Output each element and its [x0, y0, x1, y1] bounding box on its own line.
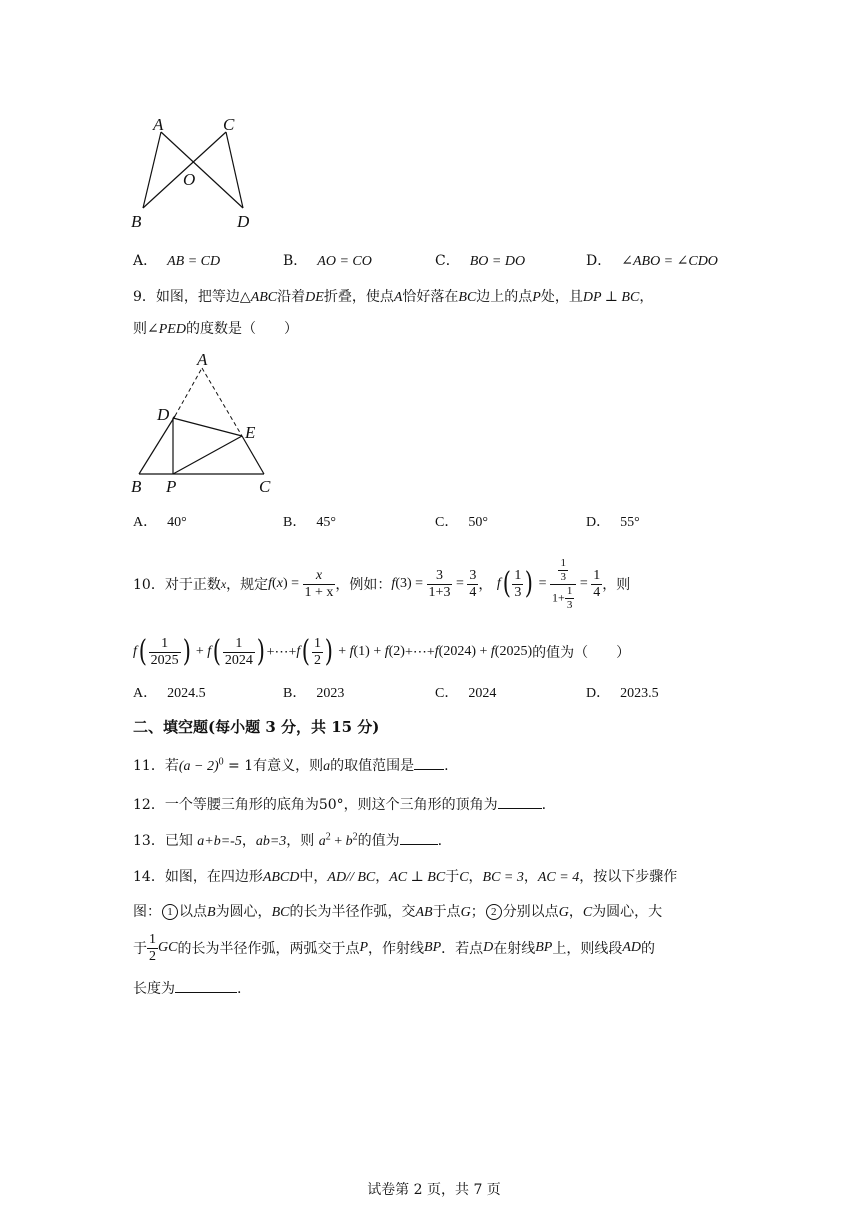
- text: 的长为半径作弧，交: [289, 904, 416, 920]
- numerator: 1: [566, 584, 573, 597]
- option-text: 55°: [620, 515, 640, 530]
- text: ，则: [286, 833, 319, 849]
- text: 的值为: [357, 833, 400, 849]
- text: 在射线: [493, 941, 536, 957]
- q10-ex2-arg: [512, 569, 523, 600]
- q11: [133, 755, 449, 775]
- q8-figure: [125, 112, 265, 232]
- math: (a − 2): [178, 759, 219, 774]
- option-text: AO = CO: [317, 254, 372, 269]
- q8-seg-AD: [161, 132, 243, 208]
- q8-options: [0, 250, 868, 272]
- question-number: 11．: [133, 758, 165, 774]
- q9-line-1: [133, 286, 653, 306]
- q13: 13．已知 a+b=-5，ab=3，则 $a^2 + b^2$的值为 .: [133, 831, 443, 849]
- text: 中，: [299, 869, 328, 885]
- q8-label-A: A: [153, 115, 164, 134]
- math: P: [359, 940, 369, 955]
- q8-label-D: D: [237, 212, 250, 231]
- denominator: 4: [593, 584, 601, 600]
- math: 2024: [443, 644, 472, 659]
- math: 2025: [499, 644, 528, 659]
- q10-line-2: f ( $\frac{1}{2025}$ ) + f ( $\frac{1}{2024}$ ) +⋯+ f ( $\frac{1}{2}$ ) + f ( 1 ) + f ( 2 ) +⋯+ f ( 2024 ) + f ( 2025 ) 的值为（ ）: [133, 634, 631, 669]
- text: 的值为（ ）: [532, 645, 631, 661]
- math: B: [207, 905, 216, 920]
- text: .: [437, 833, 443, 849]
- q10-option-a[interactable]: [133, 682, 206, 702]
- numerator: 1: [514, 567, 522, 583]
- text: 则∠: [133, 321, 159, 337]
- option-letter: B．: [283, 515, 307, 530]
- q8-label-O: O: [183, 170, 196, 189]
- numerator: 1: [593, 567, 601, 583]
- text: 的: [641, 941, 656, 957]
- math: f: [133, 644, 137, 659]
- option-text: 2024: [468, 686, 497, 701]
- option-text: 40°: [167, 515, 187, 530]
- text: 折叠，使点: [323, 289, 394, 305]
- q9-seg-PE: [173, 436, 242, 474]
- q10-options: [0, 682, 868, 704]
- option-text: ∠ABO = ∠CDO: [621, 254, 718, 269]
- text: .: [541, 797, 547, 813]
- q8-option-a[interactable]: [133, 250, 220, 270]
- math: 1: [358, 644, 366, 659]
- text: ，按以下步骤作: [579, 869, 678, 885]
- q14-line-4: [133, 978, 241, 998]
- numerator: 1: [223, 637, 255, 653]
- option-letter: C．: [435, 686, 459, 701]
- math: x: [220, 576, 227, 591]
- math: AD: [622, 940, 642, 955]
- text: ，: [568, 904, 583, 920]
- question-number: 12．: [133, 797, 165, 813]
- q14-line-1: [133, 866, 677, 886]
- denominator: 3: [566, 598, 573, 611]
- denominator: 4: [469, 584, 477, 600]
- q9-option-b[interactable]: [283, 511, 336, 531]
- q9-label-C: C: [259, 477, 271, 496]
- math: DE: [305, 290, 324, 305]
- math: ABC: [250, 290, 278, 305]
- text: 恰好落在: [402, 289, 459, 305]
- option-letter: C．: [435, 515, 459, 530]
- math: f: [391, 576, 396, 591]
- math: f: [296, 644, 301, 659]
- q10-line-1: 10． 对于正数 x ，规定 f ( x ) = $\frac{x}{1 + x}$ ，例如： f ( 3 ) = $\frac{3}{1+3}$ = $\frac{3}{4}$ ， f ( $\frac{1}{3}$ ) = $\frac{1}{3}$ 1+ $\frac{1}{3}$ = $\frac{1}{4}$ ，则: [133, 556, 631, 611]
- math: BC: [271, 905, 290, 920]
- numerator: 3: [469, 567, 477, 583]
- text: ，作射线: [368, 941, 425, 957]
- q9-line-2: [133, 318, 298, 338]
- circled-number-1: 1: [162, 904, 178, 920]
- q8-option-d[interactable]: [586, 250, 718, 270]
- q8-label-B: B: [131, 212, 142, 231]
- option-text: 45°: [316, 515, 336, 530]
- q14-line-3: [133, 930, 655, 966]
- denominator: 1+3: [428, 584, 451, 600]
- numerator: x: [303, 569, 336, 585]
- q9-seg-DE: [173, 418, 242, 436]
- denominator: 3: [514, 584, 522, 600]
- numerator: 1: [149, 931, 156, 947]
- text: 为圆心，大: [592, 904, 663, 920]
- option-letter: B．: [283, 686, 307, 701]
- text: 如图，在四边形: [164, 869, 263, 885]
- option-letter: A．: [133, 686, 158, 701]
- math: PED: [158, 322, 186, 337]
- term-1-2024: [223, 637, 255, 668]
- option-text: 2023: [316, 686, 345, 701]
- text: ，: [375, 869, 390, 885]
- text: 分别以点: [502, 904, 559, 920]
- text: ，: [523, 869, 538, 885]
- math: P: [532, 290, 541, 305]
- math: a: [323, 759, 331, 774]
- text: 为圆心，: [215, 904, 272, 920]
- math: C: [582, 905, 593, 920]
- option-text: 2023.5: [620, 686, 659, 701]
- text: 已知: [164, 833, 198, 849]
- q14-line-2: [133, 901, 662, 921]
- q8-seg-AB: [143, 132, 161, 208]
- q8-option-c[interactable]: [435, 250, 525, 270]
- option-letter: A．: [133, 515, 158, 530]
- math: BP: [535, 940, 553, 955]
- math: 3: [399, 576, 407, 591]
- text: 于点: [432, 904, 461, 920]
- text: 的长为半径作弧，两弧交于点: [177, 941, 360, 957]
- q9-dash-DA: [175, 368, 202, 416]
- q10-ex1-fraction: [427, 569, 453, 600]
- answer-blank[interactable]: [498, 796, 542, 809]
- math: a+b=-5: [197, 834, 242, 849]
- q9-label-E: E: [245, 423, 256, 442]
- math: 2: [393, 644, 401, 659]
- math: GC: [158, 940, 178, 955]
- math: x: [276, 576, 283, 591]
- math: f: [349, 644, 354, 659]
- one: 1: [552, 589, 559, 604]
- option-letter: D．: [586, 686, 611, 701]
- q9-option-a[interactable]: [133, 511, 187, 531]
- q8-option-b[interactable]: [283, 250, 372, 270]
- text: 图：: [133, 904, 161, 920]
- text: 一个等腰三角形的底角为50°，则这个三角形的顶角为: [164, 797, 498, 813]
- ellipsis: +⋯+: [404, 644, 435, 660]
- math: AC = 4: [537, 870, 580, 885]
- exponent: 0: [218, 756, 224, 768]
- text: 于: [133, 941, 147, 957]
- denominator: 2: [149, 948, 156, 964]
- math: A: [393, 290, 403, 305]
- q9-label-B: B: [131, 477, 142, 496]
- q8-label-C: C: [223, 115, 235, 134]
- math: G: [460, 905, 471, 920]
- q10-ex2-complex-fraction: [550, 558, 576, 611]
- ellipsis: +⋯+: [266, 644, 297, 660]
- math: f: [490, 644, 495, 659]
- option-letter: D．: [586, 515, 611, 530]
- text: ；: [470, 904, 485, 920]
- section-2-heading: 二、填空题(每小题 3 分，共 15 分): [133, 718, 380, 736]
- denominator: 2025: [150, 652, 179, 668]
- text: ，: [241, 833, 256, 849]
- page-footer: 试卷第 2 页，共 7 页: [367, 1182, 501, 1198]
- denominator: 3: [560, 570, 566, 583]
- math: f: [384, 644, 389, 659]
- text: .: [444, 758, 449, 774]
- question-number: 9．: [133, 289, 156, 305]
- math: C: [459, 870, 469, 885]
- denominator: 1 + x: [304, 584, 334, 600]
- option-letter: A．: [133, 253, 158, 269]
- text: 处，且: [540, 289, 583, 305]
- option-letter: C．: [435, 253, 460, 269]
- text: ，: [468, 869, 483, 885]
- math: BC = 3: [482, 870, 524, 885]
- q9-seg-BD: [139, 416, 175, 474]
- math: a: [318, 834, 326, 849]
- text: ．若点: [441, 941, 484, 957]
- q9-option-c[interactable]: [435, 511, 488, 531]
- denominator: 1+ $\frac{1}{3}$: [552, 584, 573, 611]
- q10-option-b[interactable]: [283, 682, 344, 702]
- option-text: AB = CD: [167, 254, 221, 269]
- math: BP: [424, 940, 442, 955]
- half-fraction: [147, 933, 158, 964]
- math: DP ⊥ BC: [582, 290, 640, 305]
- math: b: [345, 834, 353, 849]
- math: AD// BC: [327, 870, 376, 885]
- text: 上，则线段: [552, 941, 623, 957]
- text: 对于正数: [164, 577, 221, 593]
- q9-options: [0, 511, 868, 533]
- option-letter: B．: [283, 253, 308, 269]
- denominator: 2: [313, 652, 321, 668]
- numerator: 1: [313, 635, 321, 651]
- question-number: 14．: [133, 869, 165, 885]
- q10-ex2-result: [591, 569, 602, 600]
- answer-blank[interactable]: [414, 757, 444, 770]
- numerator: [550, 558, 576, 585]
- option-text: 50°: [468, 515, 488, 530]
- q10-def-fraction: [303, 569, 336, 600]
- answer-blank[interactable]: [400, 832, 438, 845]
- text: ，: [639, 289, 654, 305]
- text: ，则: [602, 577, 631, 593]
- text: 沿着: [277, 289, 306, 305]
- math: G: [558, 905, 569, 920]
- answer-blank[interactable]: [175, 980, 237, 993]
- text: 长度为: [133, 981, 175, 997]
- question-number: 10．: [133, 577, 165, 593]
- q10-option-d[interactable]: [586, 682, 659, 702]
- math: f: [496, 576, 501, 591]
- numerator: 1: [560, 556, 566, 569]
- q9-option-d[interactable]: [586, 511, 640, 531]
- text: 如图，把等边△: [155, 289, 251, 305]
- text: 若: [164, 758, 179, 774]
- q9-label-A: A: [197, 350, 208, 369]
- text: 边上的点: [476, 289, 533, 305]
- math: f: [434, 644, 439, 659]
- text: 的取值范围是: [330, 758, 415, 774]
- q8-seg-CD: [226, 132, 243, 208]
- q10-ex1-result: [467, 569, 478, 600]
- math: f: [207, 644, 212, 659]
- text: +: [330, 834, 346, 849]
- q9-label-P: P: [166, 477, 177, 496]
- text: .: [237, 981, 242, 997]
- term-1-2: [312, 637, 323, 668]
- question-number: 13．: [133, 833, 165, 849]
- text: 的度数是（ ）: [185, 321, 298, 337]
- option-text: 2024.5: [167, 686, 206, 701]
- q9-figure: [125, 348, 280, 498]
- text: 以点: [179, 904, 207, 920]
- math: BC: [458, 290, 477, 305]
- text: 于: [445, 869, 460, 885]
- option-letter: D．: [586, 253, 612, 269]
- math: AC ⊥ BC: [389, 870, 446, 885]
- text: ，例如：: [335, 577, 392, 593]
- q10-option-c[interactable]: [435, 682, 496, 702]
- math: f: [268, 576, 273, 591]
- numerator: 1: [149, 637, 181, 653]
- denominator: 2024: [224, 652, 253, 668]
- math: ab=3: [255, 834, 287, 849]
- numerator: 3: [427, 569, 453, 585]
- circled-number-2: 2: [486, 904, 502, 920]
- math: D: [483, 940, 494, 955]
- q9-seg-D-top: [173, 416, 175, 418]
- math: AB: [415, 905, 433, 920]
- text: = 1有意义，则: [223, 758, 324, 774]
- text: ，规定: [226, 577, 269, 593]
- q12: [133, 794, 546, 814]
- q9-label-D: D: [157, 405, 170, 424]
- option-text: BO = DO: [469, 254, 526, 269]
- math: ABCD: [262, 870, 300, 885]
- q9-dash-AE: [202, 368, 242, 436]
- term-1-2025: [149, 637, 181, 668]
